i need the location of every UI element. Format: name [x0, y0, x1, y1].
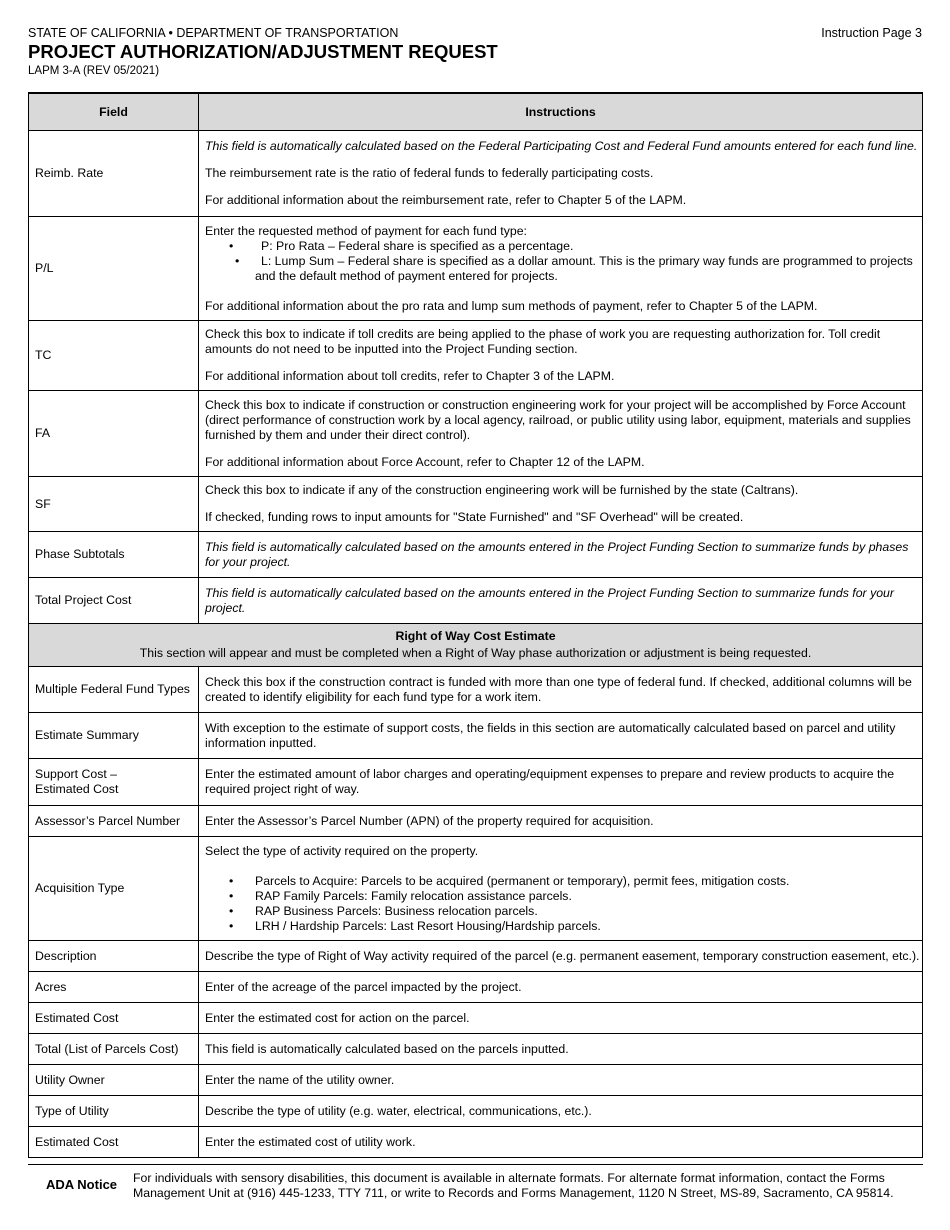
section-header-row	[29, 624, 923, 667]
instruction-text: With exception to the estimate of support costs, the fields in this section are automatically calculated based on parcel and utility information inputted.	[205, 720, 896, 750]
instruction-text: For additional information about Force Account, refer to Chapter 12 of the LAPM.	[205, 454, 645, 469]
field-instructions	[199, 1127, 923, 1158]
table-row	[29, 321, 923, 391]
field-name: Assessor’s Parcel Number	[29, 806, 199, 837]
instruction-text: For additional information about the pro rata and lump sum methods of payment, refer to Chapter 5 of the LAPM.	[205, 298, 818, 313]
field-name: P/L	[29, 217, 199, 321]
table-header-row	[29, 93, 923, 131]
instruction-text: Enter the estimated cost for action on the parcel.	[205, 1010, 470, 1025]
instruction-text: Check this box to indicate if toll credits are being applied to the phase of work you are requesting authorization for. Toll credit amounts do not need to be inputted into the Project Funding section.	[205, 327, 881, 356]
table-row	[29, 941, 923, 972]
table-row	[29, 806, 923, 837]
table-row	[29, 477, 923, 532]
table-row	[29, 532, 923, 578]
instruction-text: This field is automatically calculated based on the amounts entered in the Project Funding Section to summarize funds for your project.	[205, 585, 894, 615]
field-name-line: Support Cost –	[35, 767, 118, 781]
field-name: SF	[29, 477, 199, 532]
instruction-text: This field is automatically calculated based on the parcels inputted.	[205, 1041, 569, 1056]
field-name: Description	[29, 941, 199, 972]
instruction-text: Enter the estimated amount of labor charges and operating/equipment expenses to prepare and review products to acquire the required project right of way.	[205, 767, 895, 796]
instruction-text: Select the type of activity required on the property.	[205, 843, 479, 858]
instruction-text: Check this box to indicate if construction or construction engineering work for your project will be accomplished by Force Account (direct performance of construction work by a local agency, railroad, or public utility using labor, equipment, materials and supplies furnished by them and under their direct control).	[205, 397, 911, 442]
column-header-field: Field	[29, 93, 199, 131]
instruction-text: Describe the type of Right of Way activity required of the parcel (e.g. permanent easement, temporary construction easement, etc.).	[205, 948, 920, 963]
field-name: Phase Subtotals	[29, 532, 199, 578]
field-name: Reimb. Rate	[29, 131, 199, 217]
table-row	[29, 391, 923, 477]
field-instructions	[199, 131, 923, 217]
field-name: FA	[29, 391, 199, 477]
field-name: Acquisition Type	[29, 837, 199, 941]
table-row	[29, 1003, 923, 1034]
field-instructions	[199, 941, 923, 972]
table-row	[29, 1065, 923, 1096]
list-item: • RAP Business Parcels: Business relocation parcels.	[205, 904, 922, 919]
bullet-list	[205, 874, 922, 934]
page-title: PROJECT AUTHORIZATION/ADJUSTMENT REQUEST	[28, 41, 498, 62]
instruction-text: Enter the Assessor’s Parcel Number (APN) of the property required for acquisition.	[205, 813, 654, 828]
table-row	[29, 713, 923, 759]
list-item: • P: Pro Rata – Federal share is specified as a percentage.	[205, 239, 922, 254]
table-row	[29, 131, 923, 217]
agency-name: STATE OF CALIFORNIA • DEPARTMENT OF TRANSPORTATION	[28, 26, 399, 40]
list-item: • LRH / Hardship Parcels: Last Resort Housing/Hardship parcels.	[205, 919, 922, 934]
instruction-text: Enter the requested method of payment for each fund type:	[205, 223, 527, 238]
field-instructions	[199, 532, 923, 578]
field-name: Type of Utility	[29, 1096, 199, 1127]
page-header	[28, 26, 924, 86]
table-row	[29, 578, 923, 624]
instruction-text: Enter of the acreage of the parcel impacted by the project.	[205, 979, 522, 994]
column-header-instructions: Instructions	[199, 93, 923, 131]
field-name: Total Project Cost	[29, 578, 199, 624]
instruction-text: This field is automatically calculated based on the amounts entered in the Project Funding Section to summarize funds by phases for your project.	[205, 539, 909, 569]
field-name-line: Estimated Cost	[35, 782, 119, 796]
bullet-list	[205, 239, 922, 284]
field-instructions	[199, 1034, 923, 1065]
field-instructions	[199, 1096, 923, 1127]
field-instructions	[199, 321, 923, 391]
instruction-text: Check this box to indicate if any of the construction engineering work will be furnished by the state (Caltrans).	[205, 483, 799, 497]
instruction-text: The reimbursement rate is the ratio of federal funds to federally participating costs.	[205, 166, 654, 180]
table-row	[29, 1127, 923, 1158]
instruction-text: Describe the type of utility (e.g. water, electrical, communications, etc.).	[205, 1103, 592, 1118]
table-row	[29, 759, 923, 806]
instruction-text: Enter the name of the utility owner.	[205, 1072, 395, 1087]
table-row	[29, 217, 923, 321]
section-subtitle: This section will appear and must be completed when a Right of Way phase authorization or adjustment is being requested.	[139, 646, 812, 660]
section-title: Right of Way Cost Estimate	[395, 629, 556, 643]
instruction-text: Enter the estimated cost of utility work.	[205, 1134, 416, 1149]
instruction-text: Check this box if the construction contract is funded with more than one type of federal fund. If checked, additional columns will be created to identify eligibility for each fund type for a work item.	[205, 674, 912, 704]
field-instructions	[199, 713, 923, 759]
field-name: Multiple Federal Fund Types	[29, 667, 199, 713]
table-row	[29, 1096, 923, 1127]
field-instructions	[199, 667, 923, 713]
instruction-text: If checked, funding rows to input amounts for "State Furnished" and "SF Overhead" will be created.	[205, 510, 744, 524]
ada-notice	[28, 1164, 923, 1200]
field-name: Total (List of Parcels Cost)	[29, 1034, 199, 1065]
ada-notice-label: ADA Notice	[46, 1177, 118, 1192]
field-name: Estimated Cost	[29, 1003, 199, 1034]
table-row	[29, 837, 923, 941]
instruction-text: For additional information about the reimbursement rate, refer to Chapter 5 of the LAPM.	[205, 193, 687, 207]
instruction-text: For additional information about toll credits, refer to Chapter 3 of the LAPM.	[205, 369, 615, 383]
field-instructions	[199, 217, 923, 321]
ada-notice-text: For individuals with sensory disabilities, this document is available in alternate formats. For alternate format information, contact the Forms Management Unit at (916) 445-1233, TTY 711, or write to Records and Forms Management, 1120 N Street, MS-89, Sacramento, CA 95814.	[133, 1171, 894, 1200]
field-name: Acres	[29, 972, 199, 1003]
field-instructions	[199, 1065, 923, 1096]
list-item: • L: Lump Sum – Federal share is specified as a dollar amount. This is the primary way funds are programmed to projects and the default method of payment entered for projects.	[205, 254, 922, 284]
field-instructions	[199, 972, 923, 1003]
field-instructions	[199, 391, 923, 477]
field-name	[29, 759, 199, 806]
field-instructions	[199, 837, 923, 941]
table-row	[29, 1034, 923, 1065]
field-instructions	[199, 806, 923, 837]
field-name: Estimate Summary	[29, 713, 199, 759]
instruction-text: This field is automatically calculated based on the Federal Participating Cost and Federal Fund amounts entered for each fund line.	[205, 139, 918, 153]
field-name: Utility Owner	[29, 1065, 199, 1096]
instructions-table	[28, 92, 923, 1158]
field-name: TC	[29, 321, 199, 391]
field-instructions	[199, 578, 923, 624]
field-name: Estimated Cost	[29, 1127, 199, 1158]
field-instructions	[199, 1003, 923, 1034]
field-instructions	[199, 477, 923, 532]
section-header	[29, 624, 923, 667]
table-row	[29, 972, 923, 1003]
page-label: Instruction Page 3	[821, 26, 922, 40]
table-row	[29, 667, 923, 713]
form-number: LAPM 3-A (REV 05/2021)	[28, 65, 160, 77]
field-instructions	[199, 759, 923, 806]
list-item: • Parcels to Acquire: Parcels to be acquired (permanent or temporary), permit fees, mitigation costs.	[205, 874, 922, 889]
list-item: • RAP Family Parcels: Family relocation assistance parcels.	[205, 889, 922, 904]
